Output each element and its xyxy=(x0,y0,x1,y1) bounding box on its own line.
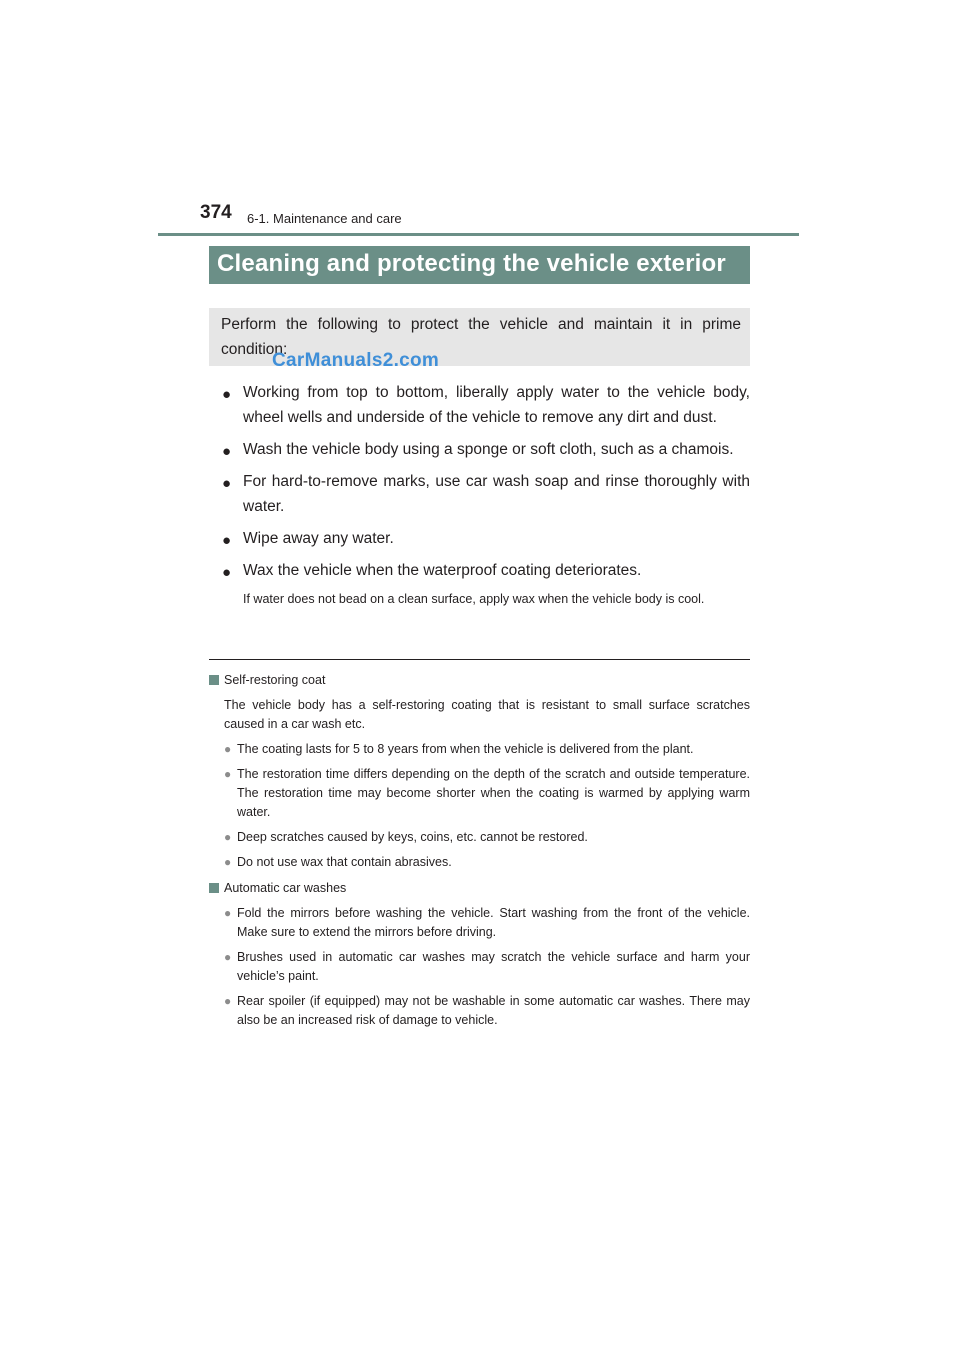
bullet-icon: ● xyxy=(222,475,232,492)
notes-section xyxy=(209,670,750,1036)
bullet-icon: ● xyxy=(222,386,232,403)
section-divider xyxy=(209,659,750,660)
bullet-icon: ● xyxy=(224,742,232,756)
section-title-bar xyxy=(209,246,750,284)
bullet-icon: ● xyxy=(222,532,232,549)
note-item xyxy=(209,992,750,1030)
procedure-item-text: Working from top to bottom, liberally apply water to the vehicle body, wheel wells and underside of the vehicle to remove any dirt and dust. xyxy=(243,384,750,426)
bullet-icon: ● xyxy=(222,564,232,581)
procedure-item xyxy=(222,380,750,430)
watermark-text: CarManuals2.com xyxy=(272,350,440,371)
note-item-text: Fold the mirrors before washing the vehicle. Start washing from the front of the vehicle. Make sure to extend the mirrors before driving. xyxy=(237,906,750,939)
square-bullet-icon xyxy=(209,675,219,685)
section-title: Cleaning and protecting the vehicle exterior xyxy=(217,250,726,277)
note-heading-car-washes xyxy=(209,878,750,898)
note-heading-text: Automatic car washes xyxy=(224,881,347,895)
page-number: 374 xyxy=(200,202,232,223)
note-item-text: The coating lasts for 5 to 8 years from when the vehicle is delivered from the plant. xyxy=(237,742,694,756)
note-item-text: Deep scratches caused by keys, coins, etc. cannot be restored. xyxy=(237,830,588,844)
procedure-item-text: Wipe away any water. xyxy=(243,530,394,547)
header-rule xyxy=(158,233,799,236)
procedure-note: If water does not bead on a clean surface, apply wax when the vehicle body is cool. xyxy=(243,592,705,606)
note-paragraph: The vehicle body has a self-restoring coating that is resistant to small surface scratches caused in a car wash etc. xyxy=(224,698,750,731)
note-item xyxy=(209,765,750,822)
note-item xyxy=(209,828,750,847)
square-bullet-icon xyxy=(209,883,219,893)
procedure-item xyxy=(222,526,750,551)
procedure-item-text: Wash the vehicle body using a sponge or soft cloth, such as a chamois. xyxy=(243,441,734,458)
procedure-item xyxy=(222,437,750,462)
bullet-icon: ● xyxy=(224,950,232,964)
note-item-text: Do not use wax that contain abrasives. xyxy=(237,855,452,869)
bullet-icon: ● xyxy=(224,767,232,781)
procedure-list xyxy=(222,380,750,610)
note-item xyxy=(209,740,750,759)
note-item-text: Brushes used in automatic car washes may scratch the vehicle surface and harm your vehicle’s paint. xyxy=(237,950,750,983)
intro-text: Perform the following to protect the vehicle and maintain it in prime condition: xyxy=(221,316,741,358)
note-item xyxy=(209,948,750,986)
bullet-icon: ● xyxy=(222,443,232,460)
bullet-icon: ● xyxy=(224,994,232,1008)
procedure-item xyxy=(222,558,750,583)
note-item xyxy=(209,904,750,942)
note-heading-self-restoring xyxy=(209,670,750,690)
bullet-icon: ● xyxy=(224,906,232,920)
page-header xyxy=(200,202,800,232)
section-reference: 6-1. Maintenance and care xyxy=(247,211,402,226)
bullet-icon: ● xyxy=(224,855,232,869)
procedure-item-text: Wax the vehicle when the waterproof coating deteriorates. xyxy=(243,562,642,579)
note-item xyxy=(209,853,750,872)
procedure-item xyxy=(222,469,750,519)
procedure-item-text: For hard-to-remove marks, use car wash soap and rinse thoroughly with water. xyxy=(243,473,750,515)
bullet-icon: ● xyxy=(224,830,232,844)
note-item-text: The restoration time differs depending on the depth of the scratch and outside temperature. The restoration time may become shorter when the coating is warmed by applying warm water. xyxy=(237,767,750,819)
note-item-text: Rear spoiler (if equipped) may not be washable in some automatic car washes. There may also be an increased risk of damage to vehicle. xyxy=(237,994,750,1027)
note-heading-text: Self-restoring coat xyxy=(224,673,326,687)
